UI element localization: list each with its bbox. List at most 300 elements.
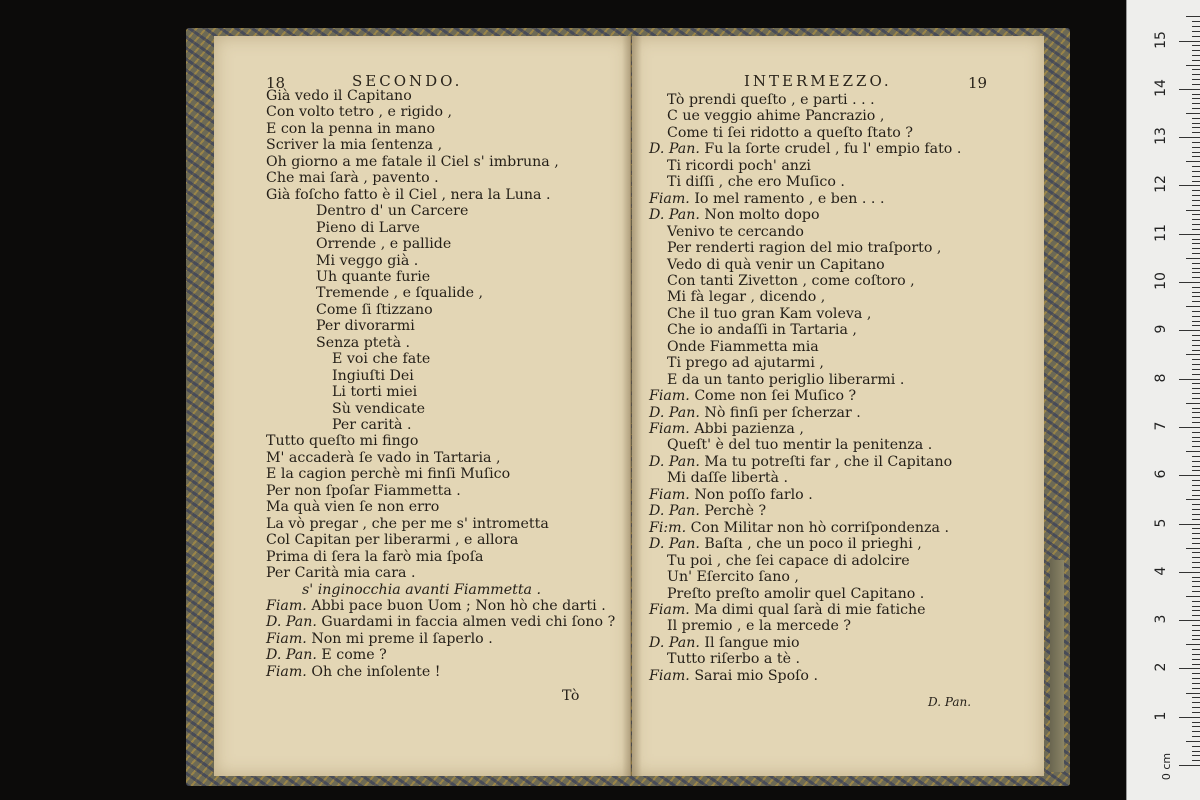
ruler-tick [1192,712,1200,713]
ruler-tick [1186,403,1200,404]
ruler-tick [1192,528,1200,529]
verse-text: Non molto dopo [704,207,820,224]
text-line [667,306,871,322]
ruler-tick [1186,693,1200,694]
ruler-tick [1192,683,1200,684]
text-line [667,92,875,108]
ruler-tick [1192,552,1200,553]
verse-text: Venivo te cercando [667,223,804,240]
text-line [649,635,800,651]
ruler-tick [1192,654,1200,655]
ruler-tick [1192,36,1200,37]
ruler-tick [1192,350,1200,351]
ruler-tick [1186,65,1200,66]
verse-text: Che io andaſſi in Tartaria , [667,322,857,339]
left-catchword: Tò [562,688,580,704]
ruler-tick [1179,185,1200,186]
ruler-tick [1186,499,1200,500]
verse-text: Con tanti Zivetton , come coſtoro , [667,272,915,289]
ruler-tick [1179,475,1200,476]
ruler-tick [1192,562,1200,563]
speaker-label: D. Pan. [266,614,317,631]
ruler-tick [1192,441,1200,442]
verse-text: Guardami in faccia almen vedi chi ſono ? [321,614,616,631]
page-edge [1050,560,1064,772]
verse-text: Ma dimi qual ſarà di mie fatiche [694,601,926,618]
ruler-tick [1179,330,1200,331]
ruler-tick [1192,340,1200,341]
ruler-tick [1192,446,1200,447]
text-line [667,437,932,453]
verse-text: E da un tanto periglio liberarmi . [667,371,905,388]
text-line [649,191,884,207]
ruler-tick [1192,393,1200,394]
verse-text: M' accaderà ſe vado in Tartaria , [266,449,501,466]
ruler-tick [1192,649,1200,650]
verse-text: Già foſcho fatto è il Ciel , nera la Luna . [266,186,551,203]
ruler-tick [1192,659,1200,660]
ruler-tick [1192,253,1200,254]
verse-text: E come ? [321,647,387,664]
text-line [316,318,415,334]
verse-text: Tremende , e ſqualide , [316,285,484,302]
text-line [266,450,500,466]
ruler-tick [1179,572,1200,573]
speaker-label: Fiam. [649,190,690,207]
ruler-tick [1192,591,1200,592]
ruler-tick [1192,127,1200,128]
ruler-tick [1192,98,1200,99]
text-line [266,466,510,482]
ruler-tick [1192,495,1200,496]
ruler-tick [1192,166,1200,167]
text-line [667,174,845,190]
ruler-tick [1192,581,1200,582]
ruler-tick [1192,94,1200,95]
ruler-tick [1186,451,1200,452]
ruler-tick [1192,664,1200,665]
ruler-tick [1179,41,1200,42]
text-line [667,355,824,371]
ruler-tick [1186,644,1200,645]
ruler-tick [1192,601,1200,602]
verse-text: Oh che inſolente ! [311,663,441,680]
text-line [332,401,425,417]
text-line [266,121,435,137]
ruler-tick [1192,543,1200,544]
text-line [667,586,924,602]
verse-text: Per carità . [332,417,412,433]
ruler-tick [1192,50,1200,51]
verse-text: Con Militar non hò corriſpondenza . [690,519,949,536]
ruler-tick [1192,606,1200,607]
ruler-tick [1179,620,1200,621]
verse-text: Ti diſſi , che ero Muſico . [667,174,845,191]
book-gutter [622,36,642,776]
ruler-tick [1192,224,1200,225]
ruler-tick [1179,668,1200,669]
ruler-tick [1192,688,1200,689]
verse-text: Il premio , e la mercede ? [667,618,851,635]
verse-text: Il ſangue mio [704,634,800,651]
ruler-tick [1186,210,1200,211]
text-line [667,108,884,124]
speaker-label: D. Pan. [649,453,700,470]
ruler-tick [1192,176,1200,177]
ruler-tick [1192,635,1200,636]
ruler-tick [1192,287,1200,288]
ruler-tick [1192,678,1200,679]
verse-text: Li torti miei [332,384,418,401]
text-line [667,125,913,141]
text-line [667,651,800,667]
ruler-tick [1192,296,1200,297]
verse-text: La vò pregar , che per me s' intrometta [266,515,549,532]
ruler-tick [1186,113,1200,114]
verse-text: Oh giorno a me fatale il Ciel s' imbruna , [266,153,559,170]
ruler-tick [1192,239,1200,240]
verse-text: Con volto tetro , e rigido , [266,104,453,121]
ruler-tick [1192,292,1200,293]
ruler-tick [1192,408,1200,409]
ruler-tick [1192,398,1200,399]
text-line [649,454,952,470]
ruler-tick [1186,306,1200,307]
ruler-tick [1192,21,1200,22]
ruler-tick [1192,229,1200,230]
ruler-tick [1192,311,1200,312]
ruler-tick [1179,282,1200,283]
text-line [316,302,433,318]
text-line [266,499,439,515]
text-line [649,421,804,437]
speaker-label: Fiam. [266,630,307,647]
ruler-tick [1192,152,1200,153]
ruler-tick [1192,480,1200,481]
measuring-ruler [1126,0,1200,800]
ruler-tick [1192,731,1200,732]
speaker-label: D. Pan. [649,207,700,224]
verse-text: E la cagion perchè mi finſi Muſico [266,466,511,483]
text-line [316,220,420,236]
ruler-tick [1192,60,1200,61]
ruler-tick [1192,538,1200,539]
text-line [266,483,461,499]
text-line [649,536,922,552]
text-line [649,668,818,684]
ruler-tick [1192,79,1200,80]
verse-text: Senza ptetà . [316,334,411,351]
speaker-label: Fiam. [266,663,307,680]
text-line [302,582,541,598]
ruler-tick [1192,504,1200,505]
ruler-tick [1192,461,1200,462]
speaker-label: Fiam. [649,667,690,684]
text-line [667,240,941,256]
ruler-tick [1179,717,1200,718]
verse-text: Perchè ? [704,503,767,520]
ruler-tick [1192,335,1200,336]
speaker-label: Fiam. [649,388,690,405]
verse-text: Per renderti ragion del mio traſporto , [667,240,942,257]
ruler-tick [1179,137,1200,138]
ruler-tick [1192,639,1200,640]
verse-text: Come ſi ſtizzano [316,301,433,318]
verse-text: Che mai ſarà , pavento . [266,170,439,187]
ruler-tick [1192,103,1200,104]
ruler-tick [1192,325,1200,326]
ruler-tick [1192,577,1200,578]
ruler-tick [1192,509,1200,510]
text-line [667,618,851,634]
ruler-tick [1192,388,1200,389]
ruler-tick [1192,533,1200,534]
text-line [316,335,410,351]
ruler-tick [1192,26,1200,27]
ruler-tick [1192,45,1200,46]
speaker-label: D. Pan. [649,404,700,421]
speaker-label: s' inginocchia avanti Fiammetta . [302,581,542,598]
ruler-tick [1192,557,1200,558]
text-line [332,384,417,400]
verse-text: Come ti ſei ridotto a queſto ſtato ? [667,124,913,141]
right-running-header: INTERMEZZO. [744,72,892,90]
text-line [649,503,766,519]
ruler-tick [1192,181,1200,182]
speaker-label: D. Pan. [266,647,317,664]
ruler-tick [1192,470,1200,471]
text-line [649,207,820,223]
ruler-tick [1192,69,1200,70]
ruler-tick [1192,417,1200,418]
verse-text: Tò prendi queſto , e parti . . . [667,92,875,108]
verse-text: Abbi pazienza , [694,421,804,437]
verse-text: Che il tuo gran Kam voleva , [667,305,872,322]
ruler-tick [1192,195,1200,196]
verse-text: Mi fà legar , dicendo , [667,289,826,306]
ruler-tick [1192,205,1200,206]
verse-text: Mi veggo già . [316,252,419,269]
ruler-tick [1192,673,1200,674]
ruler-tick [1192,702,1200,703]
verse-text: Preſto preſto amolir quel Capitano . [667,585,925,602]
right-page-number: 19 [968,74,988,92]
ruler-tick [1192,374,1200,375]
verse-text: C ue veggio ahime Pancrazio , [667,108,885,125]
text-line [332,417,412,433]
verse-text: Come non ſei Muſico ? [694,388,857,405]
left-page-number: 18 [266,74,286,92]
text-line [667,273,915,289]
ruler-tick [1179,427,1200,428]
ruler-tick [1192,383,1200,384]
ruler-tick [1186,16,1200,17]
ruler-number: 3 [1153,614,1169,624]
speaker-label: D. Pan. [649,634,700,651]
ruler-tick [1192,514,1200,515]
ruler-tick [1192,190,1200,191]
text-line [316,253,418,269]
ruler-number: 15 [1153,30,1169,49]
verse-text: Mi daſſe libertà . [667,470,789,487]
ruler-tick [1179,89,1200,90]
text-line [667,553,910,569]
ruler-tick [1192,108,1200,109]
ruler-tick [1192,369,1200,370]
text-line [649,388,856,404]
ruler-tick [1192,722,1200,723]
text-line [266,170,439,186]
text-line [266,532,518,548]
ruler-tick [1186,548,1200,549]
ruler-tick [1192,697,1200,698]
ruler-number: 6 [1153,469,1169,479]
text-line [316,285,483,301]
verse-text: Ti prego ad ajutarmi , [667,355,824,372]
text-line [649,141,961,157]
text-line [649,602,926,618]
ruler-tick [1192,263,1200,264]
verse-text: Per divorarmi [316,318,415,335]
ruler-tick [1192,364,1200,365]
text-line [332,351,430,367]
text-line [316,203,468,219]
ruler-tick [1192,586,1200,587]
text-line [667,257,885,273]
text-line [667,339,819,355]
ruler-tick [1192,751,1200,752]
ruler-tick [1179,524,1200,525]
ruler-tick [1192,359,1200,360]
ruler-tick [1186,596,1200,597]
ruler-tick [1192,31,1200,32]
ruler-tick [1192,123,1200,124]
ruler-tick [1192,726,1200,727]
ruler-number: 2 [1153,662,1169,672]
ruler-number: 9 [1153,324,1169,334]
verse-text: Scriver la mia ſentenza , [266,137,443,154]
ruler-tick [1192,248,1200,249]
ruler-number: 11 [1153,223,1169,242]
ruler-tick [1192,200,1200,201]
verse-text: Ma quà vien ſe non erro [266,499,440,516]
ruler-tick [1192,746,1200,747]
ruler-number: 14 [1153,78,1169,97]
ruler-tick [1192,755,1200,756]
ruler-tick [1192,707,1200,708]
verse-text: Un' Eſercito ſano , [667,569,799,586]
verse-text: Queſt' è del tuo mentir la penitenza . [667,437,933,454]
ruler-tick [1192,118,1200,119]
left-running-header: SECONDO. [352,72,463,90]
ruler-number: 5 [1153,518,1169,527]
ruler-unit-label: 0 cm [1160,752,1174,781]
ruler-tick [1192,490,1200,491]
ruler-tick [1192,171,1200,172]
verse-text: Col Capitan per liberarmi , e allora [266,532,519,549]
text-line [667,289,825,305]
verse-text: Non mi preme il ſaperlo . [311,630,493,647]
ruler-tick [1192,142,1200,143]
ruler-tick [1192,736,1200,737]
text-line [266,664,440,680]
speaker-label: Fiam. [649,601,690,618]
verse-text: Onde Fiammetta mia [667,338,819,355]
speaker-label: D. Pan. [649,141,700,158]
ruler-tick [1192,519,1200,520]
verse-text: Nò finſi per ſcherzar . [704,404,861,421]
text-line [667,372,904,388]
speaker-label: D. Pan. [649,503,700,520]
ruler-number: 13 [1153,127,1169,146]
text-line [266,187,551,203]
text-line [667,224,804,240]
ruler-tick [1192,760,1200,761]
text-line [667,158,811,174]
text-line [667,569,799,585]
ruler-tick [1192,84,1200,85]
text-line [649,405,861,421]
verse-text: Baſta , che un poco il prieghi , [704,536,922,553]
verse-text: Prima di ſera la farò mia ſpoſa [266,548,484,565]
verse-text: Orrende , e pallide [316,236,452,253]
ruler-tick [1192,74,1200,75]
text-line [266,516,549,532]
verse-text: Vedo di quà venir un Capitano [667,256,885,273]
verse-text: Dentro d' un Carcere [316,203,469,220]
ruler-tick [1192,422,1200,423]
speaker-label: Fiam. [649,421,690,437]
verse-text: Io mel ramento , e ben . . . [694,190,885,207]
ruler-number: 4 [1153,566,1169,576]
verse-text: Sù vendicate [332,400,426,417]
speaker-label: Fi:m. [649,519,687,536]
verse-text: Ti ricordi poch' anzi [667,157,811,174]
ruler-tick [1192,277,1200,278]
ruler-tick [1192,567,1200,568]
verse-text: Non poſſo farlo . [694,486,813,503]
ruler-tick [1192,630,1200,631]
verse-text: Tutto riſerbo a tè . [667,651,801,668]
text-line [667,322,857,338]
text-line [266,104,452,120]
ruler-tick [1192,316,1200,317]
text-line [316,236,451,252]
verse-text: Uh quante furie [316,268,431,285]
text-line [266,433,418,449]
ruler-tick [1192,466,1200,467]
verse-text: Per non ſpoſar Fiammetta . [266,482,461,499]
verse-text: Pieno di Larve [316,219,420,236]
text-line [266,137,442,153]
text-line [266,565,416,581]
text-line [266,647,387,663]
ruler-number: 10 [1153,272,1169,290]
ruler-number: 7 [1153,421,1169,431]
ruler-tick [1192,268,1200,269]
ruler-tick [1179,765,1200,766]
text-line [649,520,949,536]
text-line [266,631,493,647]
text-line [667,470,788,486]
text-line [266,549,483,565]
verse-text: E voi che fate [332,351,431,368]
ruler-tick [1186,161,1200,162]
ruler-number: 8 [1153,373,1169,383]
ruler-tick [1192,147,1200,148]
ruler-tick [1186,258,1200,259]
text-line [266,88,412,104]
